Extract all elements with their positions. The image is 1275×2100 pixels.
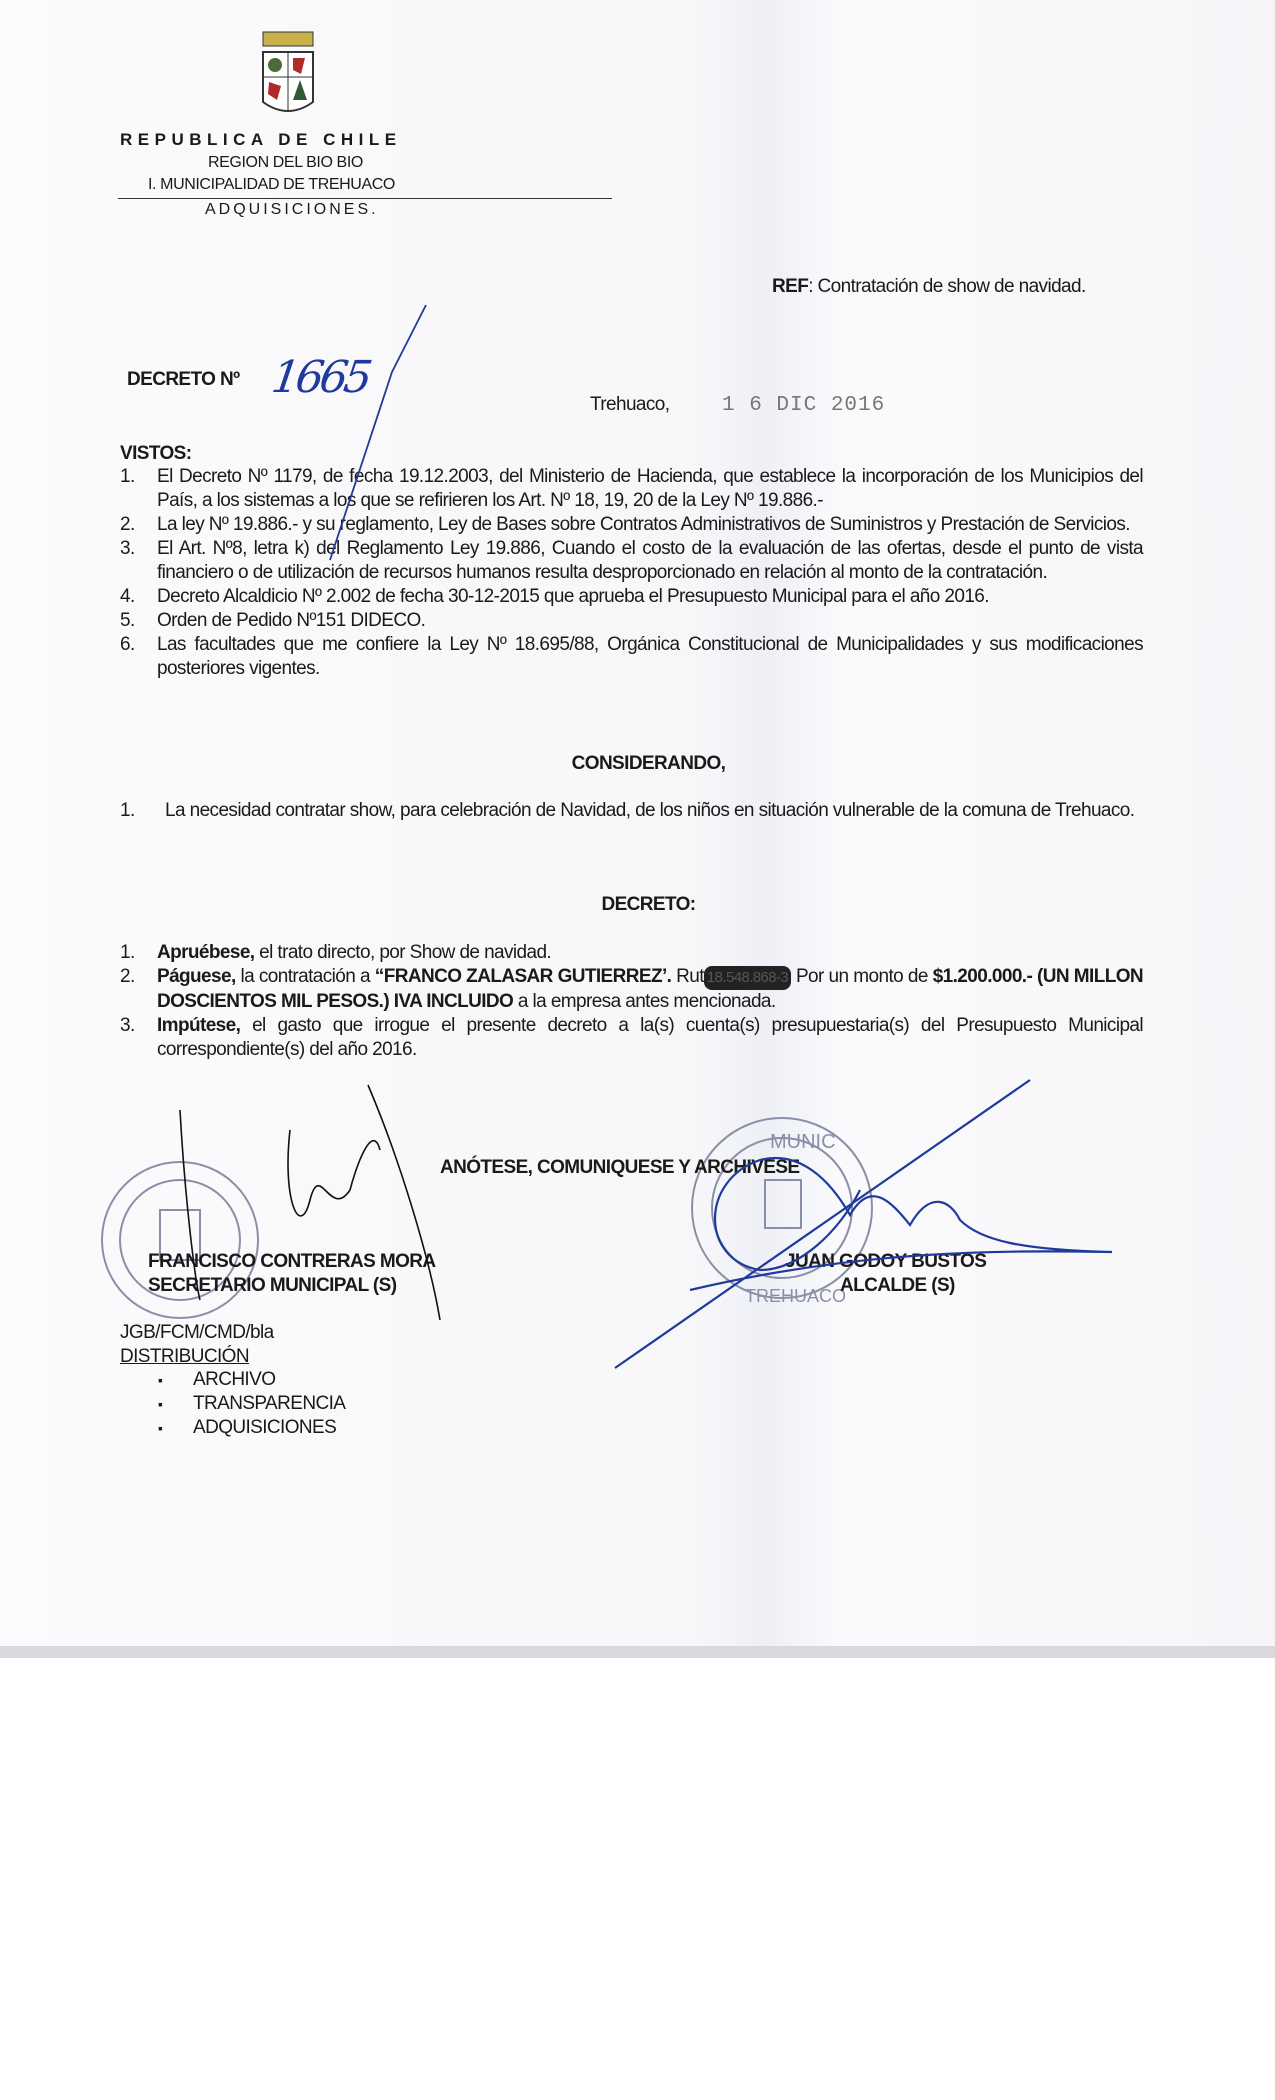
item-number: 4.: [120, 586, 135, 607]
item-bold: Impútese,: [157, 1015, 241, 1036]
date-stamp: 1 6 DIC 2016: [722, 394, 886, 417]
right-stamp-text: MUNIC: [770, 1131, 836, 1153]
right-stamp-text: TREHUACO: [745, 1286, 847, 1306]
item-bold: Páguese,: [157, 966, 236, 987]
item-text: Decreto Alcaldicio Nº 2.002 de fecha 30-12-2015 que aprueba el Presupuesto Municipal para el año 2016.: [157, 586, 989, 607]
right-signer-title: ALCALDE (S): [840, 1275, 955, 1296]
header-country: REPUBLICA DE CHILE: [120, 130, 402, 149]
item-text: el trato directo, por Show de navidad.: [254, 942, 552, 963]
item-text: Rut: [671, 966, 704, 987]
item-number: 1.: [120, 800, 135, 821]
item-text: Las facultades que me confiere la Ley Nº 18.695/88, Orgánica Constitucional de Municipalidades y sus modificaciones posteriores vigentes.: [157, 634, 1143, 679]
item-number: 3.: [120, 538, 135, 559]
ref-label: REF: [772, 276, 809, 297]
left-signer-title: SECRETARIO MUNICIPAL (S): [148, 1275, 397, 1296]
item-number: 1.: [120, 942, 135, 963]
closing-text: ANÓTESE, COMUNIQUESE Y ARCHIVESE: [440, 1157, 800, 1178]
header-department: ADQUISICIONES.: [205, 201, 379, 218]
considerando-title: CONSIDERANDO,: [571, 753, 726, 774]
distribution-title: DISTRIBUCIÓN: [120, 1346, 249, 1367]
decreto-title: DECRETO:: [601, 894, 696, 915]
item-number: 2.: [120, 514, 135, 535]
item-number: 2.: [120, 966, 135, 987]
item-number: 1.: [120, 466, 135, 487]
item-text: El Art. Nº8, letra k) del Reglamento Ley 19.886, Cuando el costo de la evaluación de las ofertas, desde el punto de vista financiero o de utilización de recursos humanos resulta desproporcionado en relación al monto de la contratación.: [157, 538, 1143, 583]
place: Trehuaco,: [590, 394, 670, 415]
item-text: a la empresa antes mencionada.: [513, 991, 776, 1012]
decree-label: DECRETO Nº: [127, 369, 240, 390]
right-signer-name: JUAN GODOY BUSTOS: [785, 1251, 987, 1272]
distribution-item: TRANSPARENCIA: [193, 1393, 346, 1414]
header-region: REGION DEL BIO BIO: [208, 154, 363, 171]
left-signer-name: FRANCISCO CONTRERAS MORA: [148, 1251, 436, 1272]
item-text: El Decreto Nº 1179, de fecha 19.12.2003, del Ministerio de Hacienda, que establece la incorporación de los Municipios del País, a los sistemas a los que se refirieren los Art. Nº 18, 19, 20 de la Ley Nº 19.886.-: [157, 466, 1143, 511]
item-number: 3.: [120, 1015, 135, 1036]
payment-amount: $1.200.000.- (UN MILLON DOSCIENTOS MIL PESOS.) IVA INCLUIDO: [157, 966, 1144, 1012]
redacted-rut: 18.548.868-3: [704, 966, 791, 990]
item-text: La necesidad contratar show, para celebración de Navidad, de los niños en situación vulnerable de la comuna de Trehuaco.: [165, 800, 1135, 821]
item-text: la contratación a: [235, 966, 375, 987]
scan-edge: [0, 1646, 1275, 1658]
bullet-icon: ▪: [158, 1420, 163, 1436]
left-signature: [180, 1085, 440, 1320]
ref-text: : Contratación de show de navidad.: [808, 276, 1086, 297]
bullet-icon: ▪: [158, 1396, 163, 1412]
item-text: La ley Nº 19.886.- y su reglamento, Ley de Bases sobre Contratos Administrativos de Suministros y Prestación de Servicios.: [157, 514, 1130, 535]
item-text: Por un monto de: [791, 966, 933, 987]
vistos-title: VISTOS:: [120, 443, 192, 464]
right-signature: [615, 1080, 1112, 1368]
item-number: 5.: [120, 610, 135, 631]
bullet-icon: ▪: [158, 1372, 163, 1388]
distribution-item: ADQUISICIONES: [193, 1417, 337, 1438]
initials: JGB/FCM/CMD/bla: [120, 1322, 274, 1343]
item-bold: Apruébese,: [157, 942, 255, 963]
item-text: Orden de Pedido Nº151 DIDECO.: [157, 610, 426, 631]
item-number: 6.: [120, 634, 135, 655]
decree-number-handwritten: 1665: [268, 352, 372, 403]
decree-slash-stroke: [330, 305, 426, 560]
item-text: el gasto que irrogue el presente decreto a la(s) cuenta(s) presupuestaria(s) del Presupuesto Municipal correspondiente(s) del año 2016.: [157, 1015, 1143, 1060]
header-municipality: I. MUNICIPALIDAD DE TREHUACO: [148, 176, 395, 193]
distribution-item: ARCHIVO: [193, 1369, 276, 1390]
payee-name: “FRANCO ZALASAR GUTIERREZ’.: [374, 966, 672, 987]
